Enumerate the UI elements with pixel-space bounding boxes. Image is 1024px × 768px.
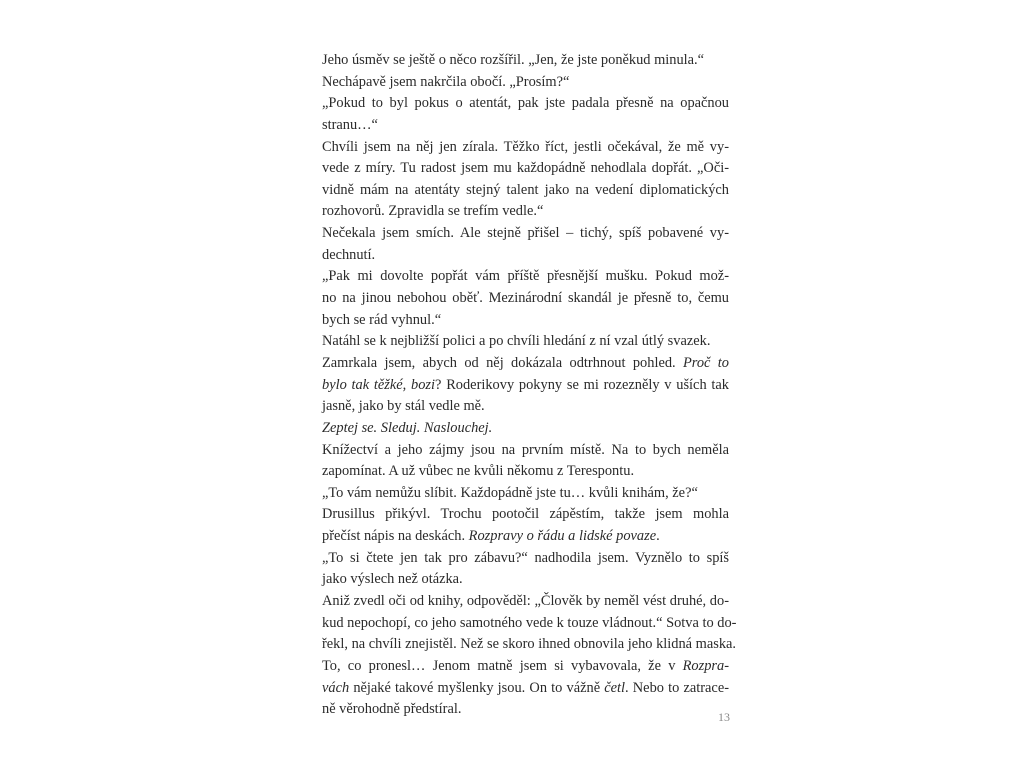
text-line: Nechápavě jsem nakrčila obočí. „Prosím?“ <box>322 73 570 90</box>
text-line: „To si čtete jen tak pro zábavu?“ nadhodila jsem. Vyznělo to spíš <box>322 549 729 566</box>
text-line: jako výslech než otázka. <box>322 571 463 588</box>
text-line: dechnutí. <box>322 246 376 263</box>
text-line: To, co pronesl… Jenom matně jsem si vybavovala, že v Rozpra- <box>322 657 729 674</box>
text-line: no na jinou nebohou oběť. Mezinárodní skandál je přesně to, čemu <box>322 290 729 307</box>
text-line: přečíst nápis na deskách. Rozpravy o řádu a lidské povaze. <box>322 528 660 545</box>
text-line: vede z míry. Tu radost jsem mu každopádně nehodlala dopřát. „Oči- <box>322 160 729 177</box>
text-line: bych se rád vyhnul.“ <box>322 311 442 328</box>
text-line: „Pokud to byl pokus o atentát, pak jste padala přesně na opačnou <box>322 95 729 112</box>
text-line: Nečekala jsem smích. Ale stejně přišel – tichý, spíš pobavené vy- <box>322 225 729 242</box>
text-line: „To vám nemůžu slíbit. Každopádně jste tu… kvůli knihám, že?“ <box>322 484 698 501</box>
text-line: Aniž zvedl oči od knihy, odpověděl: „Člověk by neměl vést druhé, do- <box>322 593 729 610</box>
text-line: Jeho úsměv se ještě o něco rozšířil. „Jen, že jste poněkud minula.“ <box>322 52 705 68</box>
text-line: jasně, jako by stál vedle mě. <box>322 398 485 415</box>
page-number: 13 <box>718 710 730 724</box>
text-line: Natáhl se k nejbližší polici a po chvíli hledání z ní vzal útlý svazek. <box>322 333 711 350</box>
text-line: „Pak mi dovolte popřát vám příště přesnější mušku. Pokud mož- <box>322 268 729 285</box>
text-line: kud nepochopí, co jeho samotného vede k touze vládnout.“ Sotva to do- <box>322 614 737 631</box>
text-line: zapomínat. A už vůbec ne kvůli někomu z Terespontu. <box>322 463 635 480</box>
text-line: Zamrkala jsem, abych od něj dokázala odtrhnout pohled. Proč to <box>322 354 729 371</box>
text-line: Chvíli jsem na něj jen zírala. Těžko říct, jestli očekával, že mě vy- <box>322 138 729 155</box>
text-line: Drusillus přikývl. Trochu pootočil zápěstím, takže jsem mohla <box>322 506 729 523</box>
text-line: řekl, na chvíli znejistěl. Než se skoro ihned obnovila jeho klidná maska. <box>322 636 737 653</box>
text-line: vidně mám na atentáty stejný talent jako na vedení diplomatických <box>322 181 729 198</box>
body-text <box>322 50 737 721</box>
text-line: rozhovorů. Zpravidla se trefím vedle.“ <box>322 203 544 220</box>
text-line: bylo tak těžké, bozi? Roderikovy pokyny se mi rozezněly v uších tak <box>322 376 729 393</box>
text-line: vách nějaké takové myšlenky jsou. On to vážně četl. Nebo to zatrace- <box>322 679 729 696</box>
text-line: stranu…“ <box>322 116 378 133</box>
text-line: Zeptej se. Sleduj. Naslouchej. <box>322 419 493 436</box>
text-line: ně věrohodně předstíral. <box>322 701 462 718</box>
text-line: Knížectví a jeho zájmy jsou na prvním místě. Na to bych neměla <box>322 441 729 458</box>
